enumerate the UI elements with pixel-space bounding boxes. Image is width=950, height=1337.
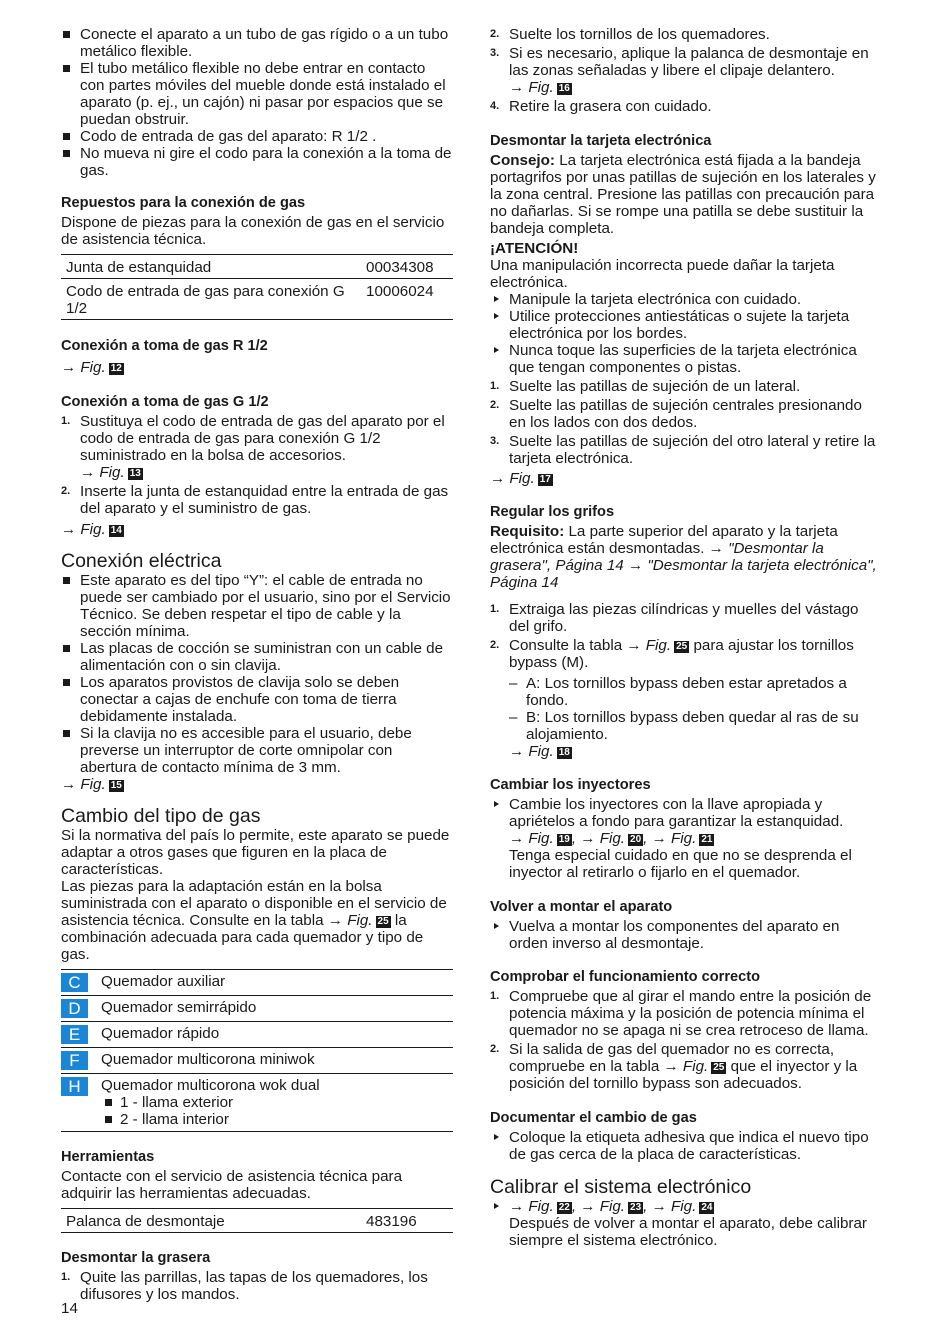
electrica-heading: Conexión eléctrica bbox=[61, 550, 222, 572]
grasera-steps-continued bbox=[490, 26, 882, 115]
text: Las piezas para la adaptación están en la bolsa suministrada con el aparato o disponible en el servicio de asistencia técnica. Consulte en la tabla → bbox=[61, 878, 447, 929]
step-number: 3. bbox=[490, 47, 500, 59]
text: Después de volver a montar el aparato, debe calibrar siempre el sistema electrónico. bbox=[509, 1215, 867, 1249]
calibrar-heading: Calibrar el sistema electrónico bbox=[490, 1176, 752, 1198]
cross-reference-link[interactable]: "Desmontar la grasera", Página 14 → "Desmontar la tarjeta electrónica", Página 14 bbox=[490, 540, 877, 591]
fig-text: Fig. bbox=[347, 912, 373, 929]
text: Tenga especial cuidado en que no se desprenda el inyector al retirarlo o fijarlo en el quemador. bbox=[509, 847, 852, 881]
step-text: Compruebe que al girar el mando entre la posición de potencia máxima y la posición de potencia mínima el quemador no se apaga ni se crea retroceso de llama. bbox=[509, 988, 872, 1039]
list-item: Manipule la tarjeta electrónica con cuidado. bbox=[490, 291, 882, 308]
list-item: Vuelva a montar los componentes del aparato en orden inverso al desmontaje. bbox=[490, 918, 882, 952]
step-number: 4. bbox=[490, 100, 500, 112]
step-text: que el inyector y la posición del tornillo bypass son adecuados. bbox=[509, 1058, 858, 1092]
table-row bbox=[61, 255, 453, 279]
fig-badge: 21 bbox=[701, 834, 713, 845]
fig-badge: 24 bbox=[701, 1202, 713, 1213]
list-item: Los aparatos provistos de clavija solo se deben conectar a cajas de enchufe con toma de tierra debidamente instalada. bbox=[61, 674, 453, 725]
fig-badge: 16 bbox=[558, 83, 570, 94]
step-text: Quite las parrillas, las tapas de los quemadores, los difusores y los mandos. bbox=[80, 1269, 428, 1303]
list-item bbox=[490, 26, 882, 43]
list-item bbox=[490, 601, 882, 635]
inyectores-list bbox=[490, 796, 882, 881]
fig-badge: 19 bbox=[558, 834, 570, 845]
grasera-steps bbox=[61, 1269, 453, 1303]
cambio-text-2 bbox=[61, 878, 453, 963]
burner-letter: F bbox=[61, 1051, 88, 1070]
fig-badge: 18 bbox=[558, 747, 570, 758]
list-item bbox=[490, 433, 882, 467]
fig-ref bbox=[490, 470, 882, 487]
step-number: 3. bbox=[490, 435, 500, 447]
cambio-heading: Cambio del tipo de gas bbox=[61, 805, 261, 827]
documentar-list bbox=[490, 1129, 882, 1163]
step-text: Sustituya el codo de entrada de gas del aparato por el codo de entrada de gas para conexión G 1/2 suministrado en la bolsa de accesorios. bbox=[80, 413, 445, 464]
fig-badge: 17 bbox=[539, 474, 551, 485]
list-item: Las placas de cocción se suministran con un cable de alimentación con o sin clavija. bbox=[61, 640, 453, 674]
grasera-heading: Desmontar la grasera bbox=[61, 1250, 211, 1266]
step-text: Suelte las patillas de sujeción centrales presionando en los lados con dos dedos. bbox=[509, 397, 862, 431]
list-item: Codo de entrada de gas del aparato: R 1/2 . bbox=[61, 128, 453, 145]
table-cell bbox=[101, 1074, 453, 1132]
step-text: Consulte la tabla → bbox=[509, 637, 646, 654]
burner-letter: C bbox=[61, 973, 88, 992]
table-row bbox=[61, 1022, 453, 1048]
fig-text: → Fig. bbox=[80, 464, 125, 481]
step-text: Si la salida de gas del quemador no es correcta, compruebe en la tabla → bbox=[509, 1041, 835, 1075]
fig-badge: 25 bbox=[676, 641, 688, 652]
tarjeta-bullets bbox=[490, 291, 882, 376]
table-row bbox=[61, 996, 453, 1022]
electrica-list bbox=[61, 572, 453, 776]
step-number: 1. bbox=[490, 380, 500, 392]
fig-text: → Fig. bbox=[509, 79, 554, 96]
list-item: Si la clavija no es accesible para el usuario, debe preverse un interruptor de corte omnipolar con abertura de contacto mínima de 3 mm. bbox=[61, 725, 453, 776]
table-cell: Quemador rápido bbox=[101, 1022, 453, 1048]
repuestos-text: Dispone de piezas para la conexión de gas en el servicio de asistencia técnica. bbox=[61, 214, 445, 248]
list-item: No mueva ni gire el codo para la conexión a la toma de gas. bbox=[61, 145, 453, 179]
repuestos-heading: Repuestos para la conexión de gas bbox=[61, 195, 306, 211]
list-item bbox=[490, 378, 882, 395]
grifos-steps bbox=[490, 601, 882, 671]
step-number: 2. bbox=[490, 639, 500, 651]
table-cell: Junta de estanquidad bbox=[61, 255, 361, 279]
burner-letter: D bbox=[61, 999, 88, 1018]
step-text: Suelte las patillas de sujeción de un lateral. bbox=[509, 378, 801, 395]
list-item: 1 - llama exterior bbox=[101, 1094, 453, 1111]
list-item bbox=[61, 1269, 453, 1303]
table-row bbox=[61, 970, 453, 996]
table-row bbox=[61, 1048, 453, 1074]
fig-text: , → Fig. bbox=[571, 1198, 626, 1215]
fig-badge: 23 bbox=[630, 1202, 642, 1213]
fig-badge: 15 bbox=[110, 780, 122, 791]
fig-badge: 25 bbox=[713, 1062, 725, 1073]
fig-ref bbox=[61, 776, 453, 793]
list-item: El tubo metálico flexible no debe entrar en contacto con partes móviles del mueble donde está instalado el aparato (p. ej., un cajón) ni pasar por espacios que se puedan obstruir. bbox=[61, 60, 453, 128]
herramientas-heading: Herramientas bbox=[61, 1149, 155, 1165]
bypass-list bbox=[490, 675, 882, 743]
step-text: Suelte los tornillos de los quemadores. bbox=[509, 26, 770, 43]
text: la combinación adecuada para cada quemador y tipo de gas. bbox=[61, 912, 424, 963]
list-item bbox=[61, 413, 453, 481]
table-cell: 483196 bbox=[361, 1209, 453, 1233]
comprobar-heading: Comprobar el funcionamiento correcto bbox=[490, 969, 761, 985]
fig-badge: 25 bbox=[377, 916, 389, 927]
fig-text: → Fig. bbox=[61, 521, 106, 538]
left-column bbox=[61, 26, 453, 1303]
burner-table bbox=[61, 969, 453, 1132]
fig-text: , → Fig. bbox=[643, 830, 697, 847]
table-row bbox=[61, 1209, 453, 1233]
table-cell: Quemador auxiliar bbox=[101, 970, 453, 996]
fig-badge: 20 bbox=[630, 834, 642, 845]
atencion-label: ¡ATENCIÓN! bbox=[490, 240, 579, 257]
step-number: 1. bbox=[490, 603, 500, 615]
table-row bbox=[61, 279, 453, 320]
table-cell: Quemador multicorona miniwok bbox=[101, 1048, 453, 1074]
calibrar-list bbox=[490, 1198, 882, 1249]
list-item: Este aparato es del tipo “Y”: el cable de entrada no puede ser cambiado por el usuario, sino por el Servicio Técnico. Se deben respetar el tipo de cable y la sección mínima. bbox=[61, 572, 453, 640]
fig-text: , → Fig. bbox=[571, 830, 626, 847]
step-text: para ajustar los tornillos bypass (M). bbox=[509, 637, 854, 671]
step-number: 2. bbox=[490, 399, 500, 411]
text: La parte superior del aparato y la tarjeta electrónica están desmontadas. → bbox=[490, 523, 838, 557]
tarjeta-steps bbox=[490, 378, 882, 467]
fig-text: , → Fig. bbox=[643, 1198, 697, 1215]
fig-text: → Fig. bbox=[509, 743, 554, 760]
list-item: – B: Los tornillos bypass deben quedar al ras de su alojamiento. bbox=[490, 709, 882, 743]
fig-text: → Fig. bbox=[509, 1198, 554, 1215]
burner-letter: E bbox=[61, 1025, 88, 1044]
volver-list bbox=[490, 918, 882, 952]
volver-heading: Volver a montar el aparato bbox=[490, 899, 673, 915]
list-item bbox=[490, 988, 882, 1039]
fig-ref bbox=[61, 359, 453, 376]
list-item: 2 - llama interior bbox=[101, 1111, 453, 1128]
right-column bbox=[490, 26, 882, 1249]
list-item: Coloque la etiqueta adhesiva que indica el nuevo tipo de gas cerca de la placa de características. bbox=[490, 1129, 882, 1163]
step-number: 1. bbox=[61, 1271, 71, 1283]
inyectores-heading: Cambiar los inyectores bbox=[490, 777, 651, 793]
fig-badge: 12 bbox=[110, 363, 122, 374]
text: Cambie los inyectores con la llave apropiada y apriételos a fondo para garantizar la estanquidad. bbox=[509, 796, 844, 830]
burner-name: Quemador multicorona wok dual bbox=[101, 1077, 320, 1094]
consejo-text bbox=[490, 152, 882, 237]
herramientas-table bbox=[61, 1208, 453, 1233]
fig-badge: 14 bbox=[110, 525, 122, 536]
list-item bbox=[61, 483, 453, 517]
consejo-label: Consejo: bbox=[490, 152, 555, 169]
list-item bbox=[490, 45, 882, 96]
requisito-text bbox=[490, 523, 882, 591]
g12-heading: Conexión a toma de gas G 1/2 bbox=[61, 394, 269, 410]
table-cell: 00034308 bbox=[361, 255, 453, 279]
flame-list bbox=[101, 1094, 453, 1128]
documentar-heading: Documentar el cambio de gas bbox=[490, 1110, 697, 1126]
r12-heading: Conexión a toma de gas R 1/2 bbox=[61, 338, 268, 354]
fig-text: → Fig. bbox=[61, 359, 106, 376]
list-item bbox=[490, 1198, 882, 1249]
g12-steps bbox=[61, 413, 453, 517]
step-number: 1. bbox=[490, 990, 500, 1002]
cambio-text-1: Si la normativa del país lo permite, este aparato se puede adaptar a otros gases que figuren en la placa de características. bbox=[61, 827, 450, 878]
list-item bbox=[490, 1041, 882, 1092]
grifos-heading: Regular los grifos bbox=[490, 504, 615, 520]
fig-text: → Fig. bbox=[509, 830, 554, 847]
herramientas-text: Contacte con el servicio de asistencia técnica para adquirir las herramientas adecuadas. bbox=[61, 1168, 403, 1202]
requisito-label: Requisito: bbox=[490, 523, 565, 540]
fig-text: Fig. bbox=[645, 637, 672, 654]
step-text: Extraiga las piezas cilíndricas y muelles del vástago del grifo. bbox=[509, 601, 859, 635]
step-text: Si es necesario, aplique la palanca de desmontaje en las zonas señaladas y libere el clipaje delantero. bbox=[509, 45, 869, 79]
step-text: Inserte la junta de estanquidad entre la entrada de gas del aparato y el suministro de gas. bbox=[80, 483, 449, 517]
table-cell: Codo de entrada de gas para conexión G 1/2 bbox=[61, 279, 361, 320]
table-cell: Quemador semirrápido bbox=[101, 996, 453, 1022]
table-cell: Palanca de desmontaje bbox=[61, 1209, 361, 1233]
table-row bbox=[61, 1074, 453, 1132]
list-item bbox=[490, 637, 882, 671]
list-item bbox=[490, 397, 882, 431]
step-number: 1. bbox=[61, 415, 71, 427]
list-item bbox=[490, 796, 882, 881]
list-item bbox=[490, 98, 882, 115]
fig-ref bbox=[490, 743, 882, 760]
table-cell: 10006024 bbox=[361, 279, 453, 320]
fig-text: → Fig. bbox=[61, 776, 106, 793]
list-item: Conecte el aparato a un tubo de gas rígido o a un tubo metálico flexible. bbox=[61, 26, 453, 60]
comprobar-steps bbox=[490, 988, 882, 1092]
fig-badge: 22 bbox=[558, 1202, 570, 1213]
step-text: Retire la grasera con cuidado. bbox=[509, 98, 712, 115]
page-number: 14 bbox=[61, 1300, 78, 1317]
step-number: 2. bbox=[490, 28, 500, 40]
fig-badge: 13 bbox=[129, 468, 141, 479]
atencion-text: Una manipulación incorrecta puede dañar la tarjeta electrónica. bbox=[490, 257, 835, 291]
fig-ref bbox=[61, 521, 453, 538]
fig-text: → Fig. bbox=[490, 470, 535, 487]
tarjeta-heading: Desmontar la tarjeta electrónica bbox=[490, 133, 712, 149]
list-item: – A: Los tornillos bypass deben estar apretados a fondo. bbox=[490, 675, 882, 709]
fig-text: Fig. bbox=[682, 1058, 709, 1075]
step-number: 2. bbox=[490, 1043, 500, 1055]
burner-letter: H bbox=[61, 1077, 88, 1096]
gas-connection-list bbox=[61, 26, 453, 179]
list-item: Nunca toque las superficies de la tarjeta electrónica que tengan componentes o pistas. bbox=[490, 342, 882, 376]
list-item: Utilice protecciones antiestáticas o sujete la tarjeta electrónica por los bordes. bbox=[490, 308, 882, 342]
step-number: 2. bbox=[61, 485, 71, 497]
repuestos-table bbox=[61, 254, 453, 320]
text: La tarjeta electrónica está fijada a la bandeja portagrifos por unas patillas de sujeción en los laterales y la zona central. Presione las patillas con precaución para no dañarlas. Si se rompe una patilla se debe sustituir la bandeja completa. bbox=[490, 152, 876, 237]
step-text: Suelte las patillas de sujeción del otro lateral y retire la tarjeta electrónica. bbox=[509, 433, 876, 467]
